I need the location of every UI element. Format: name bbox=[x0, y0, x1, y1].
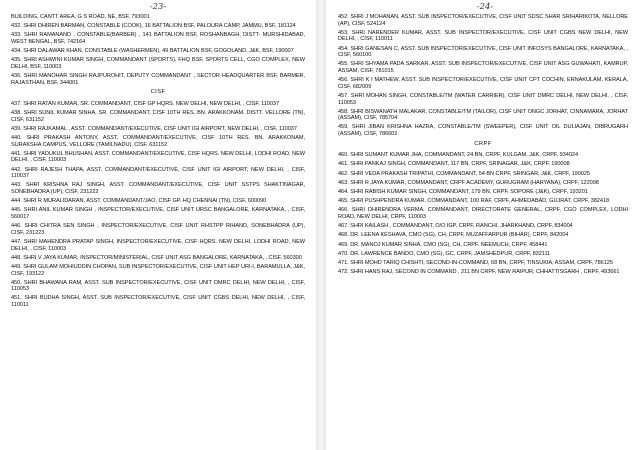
entry-list bbox=[338, 152, 628, 275]
list-entry: 443. SHRI KRISHNA RAJ SINGH, ASST. COMMANDANT/EXECUTIVE, CISF UNIT SSTPS SHAKTINAGAR, SONEBHADRA (UP), CISF, 231222 bbox=[11, 182, 305, 195]
entry-list bbox=[11, 23, 305, 86]
list-entry: 464. SHRI RABISH KUMAR SINGH, COMMANDANT, 179 BN, CRPF, SOPORE (J&K), CRPF, 193201 bbox=[338, 189, 588, 195]
list-entry: 442. SHRI RAJESH THAPA, ASST. COMMANDANT/EXECUTIVE, CISF UNIT IGI AIRPORT, NEW DELHI, , CISF, 110037 bbox=[11, 166, 305, 180]
entry-list bbox=[11, 101, 305, 309]
list-entry: 469. DR. MANOJ KUMAR SINHA, CMO (SG), CH, CRPF, NEEMUCH, CRPF, 458441 bbox=[338, 241, 548, 248]
list-entry: 432. SHRI DHIREN BARMAN, CONSTABLE (COOK), 16 BATTALION BSF, PALOURA CAMP, JAMMU, BSF, 181124 bbox=[11, 23, 296, 30]
list-entry: 453. SHRI NARENDER KUMAR, ASST. SUB INSPECTOR/EXECUTIVE, CISF UNIT CGBS NEW DELHI, NEW DELHI, , CISF, 110011 bbox=[338, 29, 628, 43]
section-heading: CISF bbox=[150, 89, 166, 96]
list-entry: 462. SHRI VEDA PRAKASH TRIPATHI, COMMANDANT, 54 BN CRPF, SRINGAR, J&K, CRPF, 190025 bbox=[338, 170, 590, 177]
left-page bbox=[0, 0, 316, 450]
list-entry: 460. SHRI SUMANT KUMAR JHA, COMMANDANT, 24 BN, CRPF, KULGAM, J&K, CRPF, 934024 bbox=[338, 152, 579, 159]
list-entry: 450. SHRI BHAWANA RAM, ASST. SUB INSPECTOR/EXECUTIVE, CISF UNIT DMRC DELHI, NEW DELHI, , CISF, 110053 bbox=[11, 279, 305, 293]
list-entry: 463. SHRI R JAYA KUMAR, COMMANDANT, CRPF ACADEMY, GURUGRAM (HARYANA), CRPF, 122098 bbox=[338, 179, 599, 186]
list-entry: 461. SHRI PANKAJ SINGH, COMMANDANT, 117 BN, CRPF, SRINAGAR, J&K, CRPF, 190008 bbox=[338, 161, 570, 168]
list-entry: 472. SHRI HANS RAJ, SECOND IN COMMAND , 211 BN CRPF, NEW RAIPUR, CHHATTISGARH , CRPF, 493661 bbox=[338, 269, 620, 276]
list-entry: 446. SHRI CHITRA SEN SINGH , INSPECTOR/EXECUTIVE, CISF UNIT RHSTPP RIHAND, SONEBHADRA (UP), CISF, 231223 bbox=[11, 223, 305, 236]
list-entry: 452. SHRI J MOHANAN, ASST. SUB INSPECTOR/EXECUTIVE, CISF UNIT SDSC SHAR SRIHARIKOTA, NELLORE (AP), CISF, 524124 bbox=[338, 14, 628, 27]
list-entry: 454. SHRI GANESAN C, ASST. SUB INSPECTOR/EXECUTIVE, CISF UNIT INFOSYS BANGALORE, KARNATAKA, , CISF, 560100 bbox=[338, 45, 628, 59]
page-number: -24- bbox=[476, 2, 494, 12]
list-entry: 438. SHRI SUNIL KUMAR SINHA, SR. COMMANDANT, CISF 10TH RES. BN. ARAKKONAM, DISTT. VELLORE (TN), CISF, 631152 bbox=[11, 110, 305, 123]
entry-list bbox=[338, 14, 628, 138]
list-entry: 440. SHRI PRAKASH ANTONY, ASST. COMMANDANT/EXECUTIVE, CISF 10TH RES. BN. ARAKKONAM, SURAKSHA CAMPUS, VELLORE (TAMILNADU), CISF, 631152 bbox=[11, 135, 305, 148]
book-gutter bbox=[316, 0, 326, 450]
list-entry: 449. SHRI GULAM MOHIUDDIN CHOPAN, SUB INSPECTOR/EXECUTIVE, CISF UNIT HEP URI-I, BARAMULLA, J&K, CISF, 193122 bbox=[11, 263, 305, 277]
list-entry: 445. SHRI ANIL KUMAR SINGH , INSPECTOR/EXECUTIVE, CISF UNIT URSC BANGALORE, KARNATAKA, , CISF, 560017 bbox=[11, 207, 305, 220]
list-entry: 468. DR. LEENA KESHAVA, CMO (SG), CH, CRPF, MUZAFFARPUR (BIHAR), CRPF, 842004 bbox=[338, 232, 569, 239]
list-entry: 457. SHRI MOHAN SINGH, CONSTABLE/TM (WATER CARRIER), CISF UNIT DMRC DELHI, NEW DELHI, , CISF, 110053 bbox=[338, 92, 628, 106]
list-entry: 447. SHRI MAHENDRA PRATAP SINGH, INSPECTOR/EXECUTIVE, CISF HQRS. NEW DELHI, LODHI ROAD, NEW DELHI, , CISF, 110003 bbox=[11, 238, 305, 252]
list-entry: 456. SHRI K I MATHEW, ASST. SUB INSPECTOR/EXECUTIVE, CISF UNIT CPT COCHIN, ERNAKULAM, KERALA, CISF, 682009 bbox=[338, 77, 628, 90]
list-entry: 433. SHRI RAMANAND , CONSTABLE(BARBER) , 141 BATTALION BSF, ROSHANBAGH, DISTT- MURSHIDABAD, WEST BENGAL, BSF, 742164 bbox=[11, 32, 305, 45]
list-entry: 448. SHRI V JAYA KUMAR, INSPECTOR/MINISTERIAL, CISF UNIT ASG BANGALORE, KARNATAKA, , CISF, 560300 bbox=[11, 254, 302, 261]
list-entry: 434. SHRI DALAWAR KHAN, CONSTABLE (WASHERMEN), 49 BATTALION BSF, GOGOLAND, J&K, BSF, 190007 bbox=[11, 48, 294, 55]
text-column bbox=[11, 14, 305, 448]
continuation-line: BUILDING, CANTT AREA, G S ROAD, NE, BSF, 793001 bbox=[11, 14, 150, 20]
text-column bbox=[338, 14, 628, 448]
list-entry: 465. SHRI PUSHPENDRA KUMAR, COMMANDANT, 100 RAF, CRPF, AHMEDABAD, GUJRAT, CRPF, 382418 bbox=[338, 198, 610, 205]
list-entry: 441. SHRI YADUKUL BHUSHAN, ASST. COMMANDANT/EXECUTIVE, CISF HQRS. NEW DELHI, LODHI ROAD, NEW DELHI, , CISF, 110003 bbox=[11, 150, 305, 164]
list-entry: 467. SHRI KAILASH , COMMANDANT, O/O IGP, CRPF, RANCHI, JHARKHAND, CRPF, 834004 bbox=[338, 223, 573, 230]
list-entry: 451. SHRI BUDHA SINGH, ASST. SUB INSPECTOR/EXECUTIVE, CISF UNIT CGBS DELHI, NEW DELHI, , CISF, 110011 bbox=[11, 295, 305, 309]
list-entry: 437. SHRI RATAN KUMAR, SR. COMMANDANT, CISF GP HQRS. NEW DELHI, NEW DELHI, , CISF, 110037 bbox=[11, 100, 280, 107]
list-entry: 455. SHRI SHYAMA PADA SARKAR, ASST. SUB INSPECTOR/EXECUTIVE, CISF UNIT ASG GUWAHATI, KAMRUP, ASSAM, CISF, 781015 bbox=[338, 61, 628, 74]
list-entry: 439. SHRI RAJKAMAL , ASST. COMMANDANT/EXECUTIVE, CISF UNIT IGI AIRPORT, NEW DELHI, , CISF, 110037 bbox=[11, 125, 297, 132]
list-entry: 470. DR. LAWRENCE BANDO, CMO (SG), GC, CRPF, JAMSHEDPUR, CRPF, 832111 bbox=[338, 250, 551, 257]
section-heading: CRPF bbox=[474, 140, 492, 147]
list-entry: 458. SHRI BISWANATH MALAKAR, CONSTABLE/TM (TAILOR), CISF UNIT ONGC JORHAT, CINNAMARA, JORHAT (ASSAM), CISF, 785704 bbox=[338, 108, 628, 122]
list-entry: 471. SHRI MOHD TARIQ CHISHTI, SECOND-IN-COMMAND, 68 BN, CRPF, TINSUKIA, ASSAM, CRPF, 786125 bbox=[338, 259, 613, 266]
list-entry: 466. SHRI DHIRENDRA VERMA, COMMANDANT, DIRECTORATE GENERAL, CRPF, CGO COMPLEX, LODHI ROAD, NEW DELHI, CRPF, 110003 bbox=[338, 207, 628, 220]
right-page bbox=[326, 0, 644, 450]
list-entry: 444. SHRI R MURALIDARAN, ASST. COMMANDANT/JAO, CISF GP. HQ CHENNAI (TN), CISF, 600090 bbox=[11, 198, 267, 205]
page-number: -23- bbox=[149, 2, 167, 12]
list-entry: 459. SHRI JIBAN KRISHNA HAZRA, CONSTABLE/TM (SWEEPER), CISF UNIT OIL DULIAJAN, DIBRUGARH (ASSAM), CISF, 786602 bbox=[338, 124, 628, 138]
list-entry: 436. SHRI MANOHAR SINGH RAJPUROHIT, DEPUTY COMMANDANT , SECTOR HEADQUARTER BSF, BARMER, RAJASTHAN, BSF, 344001 bbox=[11, 73, 305, 86]
list-entry: 435. SHRI ASHWINI KUMAR SINGH, COMMANDANT (SPORTS), FHQ BSF, SPORTS CELL, CGO COMPLEX, NEW DELHI, BSF, 110003 bbox=[11, 57, 305, 70]
